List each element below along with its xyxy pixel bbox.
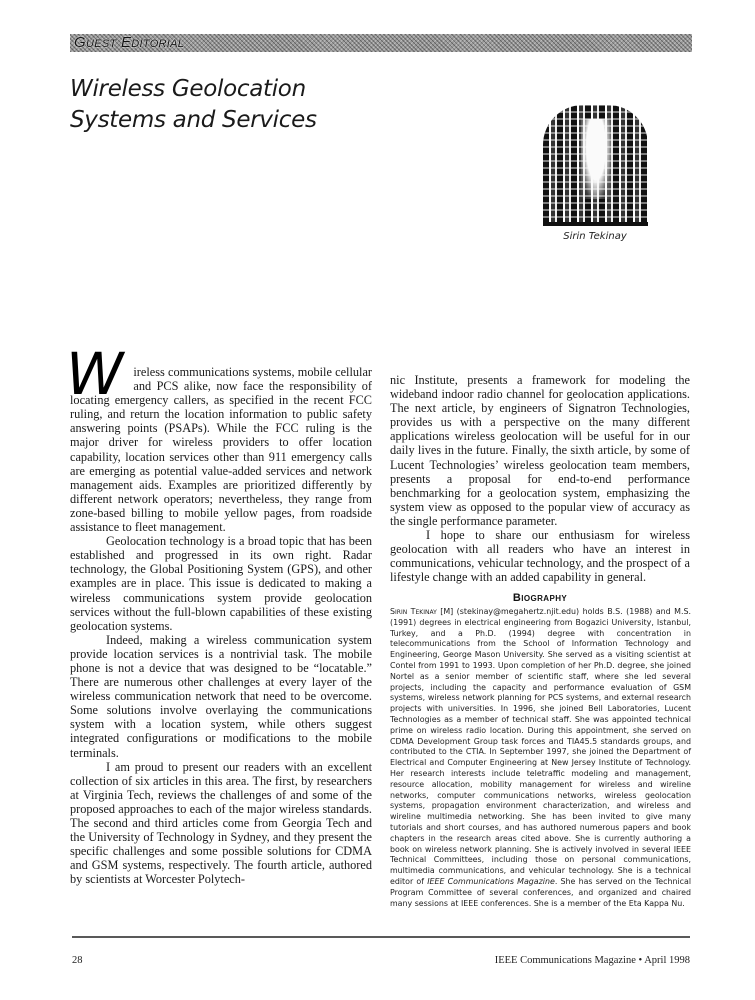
author-photo bbox=[543, 105, 648, 225]
paragraph-5: nic Institute, presents a framework for modeling the wideband indoor radio channel for geolocation applications. The next article, by engineers of Signatron Technologies, provides us with a perspective on the many different applications wireless geolocation will be useful for in our daily lives in the future. Finally, the sixth article, by some of Lucent Technologies’ wireless geolocation team members, presents a proposal for end-to-end performance benchmarking for a geolocation system, emphasizing the system view as opposed to the popular view of accuracy as the single performance parameter. bbox=[390, 373, 690, 528]
author-photo-base bbox=[543, 222, 648, 226]
article-left-column bbox=[66, 340, 372, 887]
section-label: Guest Editorial bbox=[74, 34, 185, 51]
article-title bbox=[70, 74, 317, 136]
paragraph-4: I am proud to present our readers with an excellent collection of six articles in this area. The first, by researchers at Virginia Tech, reviews the challenges of and some of the proposed approaches to each of the major wireless standards. The second and third articles come from Georgia Tech and the University of Technology in Sydney, and they present the specific challenges and some possible solutions for CDMA and GSM systems, respectively. The fourth article, authored by scientists at Worcester Polytech- bbox=[70, 759, 372, 887]
biography-heading: Biography bbox=[512, 592, 568, 604]
page-number: 28 bbox=[72, 955, 83, 966]
biography-body-1: [M] (stekinay@megahertz.njit.edu) holds B.S. (1988) and M.S. (1991) degrees in electrical engineering from Bogazici University, Istanbul, Turkey, and a Ph.D. (1994) degree with concentration in telecommunications from the School of Information Technology and Engineering, George Mason University. She served as a visiting scientist at Contel from 1991 to 1993. Upon completion of her Ph.D. degree, she joined Nortel as a senior member of scientific staff, where she led several projects, including the capacity and performance evaluation of GSM systems, wireless network planning for PCS systems, and external research projects with universities. In 1996, she joined Bell Laboratories, Lucent Technologies as a member of technical staff. She was appointed technical prime on wireless radio location. During this appointment, she served on CDMA Development Group task forces and TIA45.5 standards groups, and contributed to the CTIA. In September 1997, she joined the Department of Electrical and Computer Engineering at New Jersey Institute of Technology. Her research interests include teletraffic modeling and management, resource allocation, mobility management for wireless and wireline networks, computer communications networks, wireless geolocation systems, propagation environment characterization, and wireless and wireline multimedia networking. She has been invited to give many tutorials and short courses, and has authored numerous papers and book chapters in the research areas cited above. She is currently authoring a book on wireless network planning. She is actively involved in several IEEE Technical Committees, including those on personal communications, multimedia communications, and vehicular technology. She is a technical editor of bbox=[390, 607, 691, 886]
biography-body-2: . She has served on the Technical Program Committee of several conferences, and organized and chaired many sessions at IEEE conferences. She is a member of the Eta Kappa Nu. bbox=[390, 876, 692, 908]
biography-text bbox=[390, 607, 691, 909]
article-right-column bbox=[390, 373, 690, 584]
section-header-bar bbox=[70, 34, 692, 52]
paragraph-1-text: ireless communications systems, mobile cellular and PCS alike, now face the responsibility of locating emergency callers, as specified in the recent FCC ruling, and return the location information to public safety answering points (PSAPs). While the FCC ruling is the major driver for wireless providers to offer location capability, location services other than 911 emergency calls are emerging as potential value-added services and network management aids. Examples are prioritized differently by different network operators; nevertheless, they range from zone-based billing to mobile yellow pages, from roadside assistance to fleet management. bbox=[70, 365, 372, 535]
biography-name: Sirin Tekinay bbox=[390, 607, 437, 616]
paragraph-6: I hope to share our enthusiasm for wireless geolocation with all readers who have an interest in communications, vehicular technology, and the prospect of a lifestyle change with an added capability in general. bbox=[390, 528, 690, 585]
author-photo-caption: Sirin Tekinay bbox=[563, 231, 627, 242]
drop-cap: W bbox=[66, 340, 124, 408]
paragraph-1 bbox=[66, 340, 372, 535]
paragraph-2: Geolocation technology is a broad topic that has been established and progressed in its own right. Radar technology, the Global Positioning System (GPS), and other examples are in place. This issue is dedicated to making a wireless communications system provide geolocation services without the full-blown capabilities of these existing geolocation systems. bbox=[70, 534, 372, 633]
paragraph-3: Indeed, making a wireless communication system provide location services is a nontrivial task. The mobile phone is not a device that was designed to be “locatable.” There are numerous other challenges at every layer of the wireless communication network that need to be overcome. Some solutions involve overlaying the communications system with a location system, while others suggest integrated configurations or modifications to the mobile terminals. bbox=[70, 632, 372, 760]
biography-magazine: IEEE Communications Magazine bbox=[427, 876, 555, 886]
title-line-2: Systems and Services bbox=[70, 107, 317, 133]
footer-rule bbox=[72, 936, 690, 938]
publication-footer: IEEE Communications Magazine • April 1998 bbox=[494, 955, 690, 966]
title-line-1: Wireless Geolocation bbox=[70, 76, 306, 102]
